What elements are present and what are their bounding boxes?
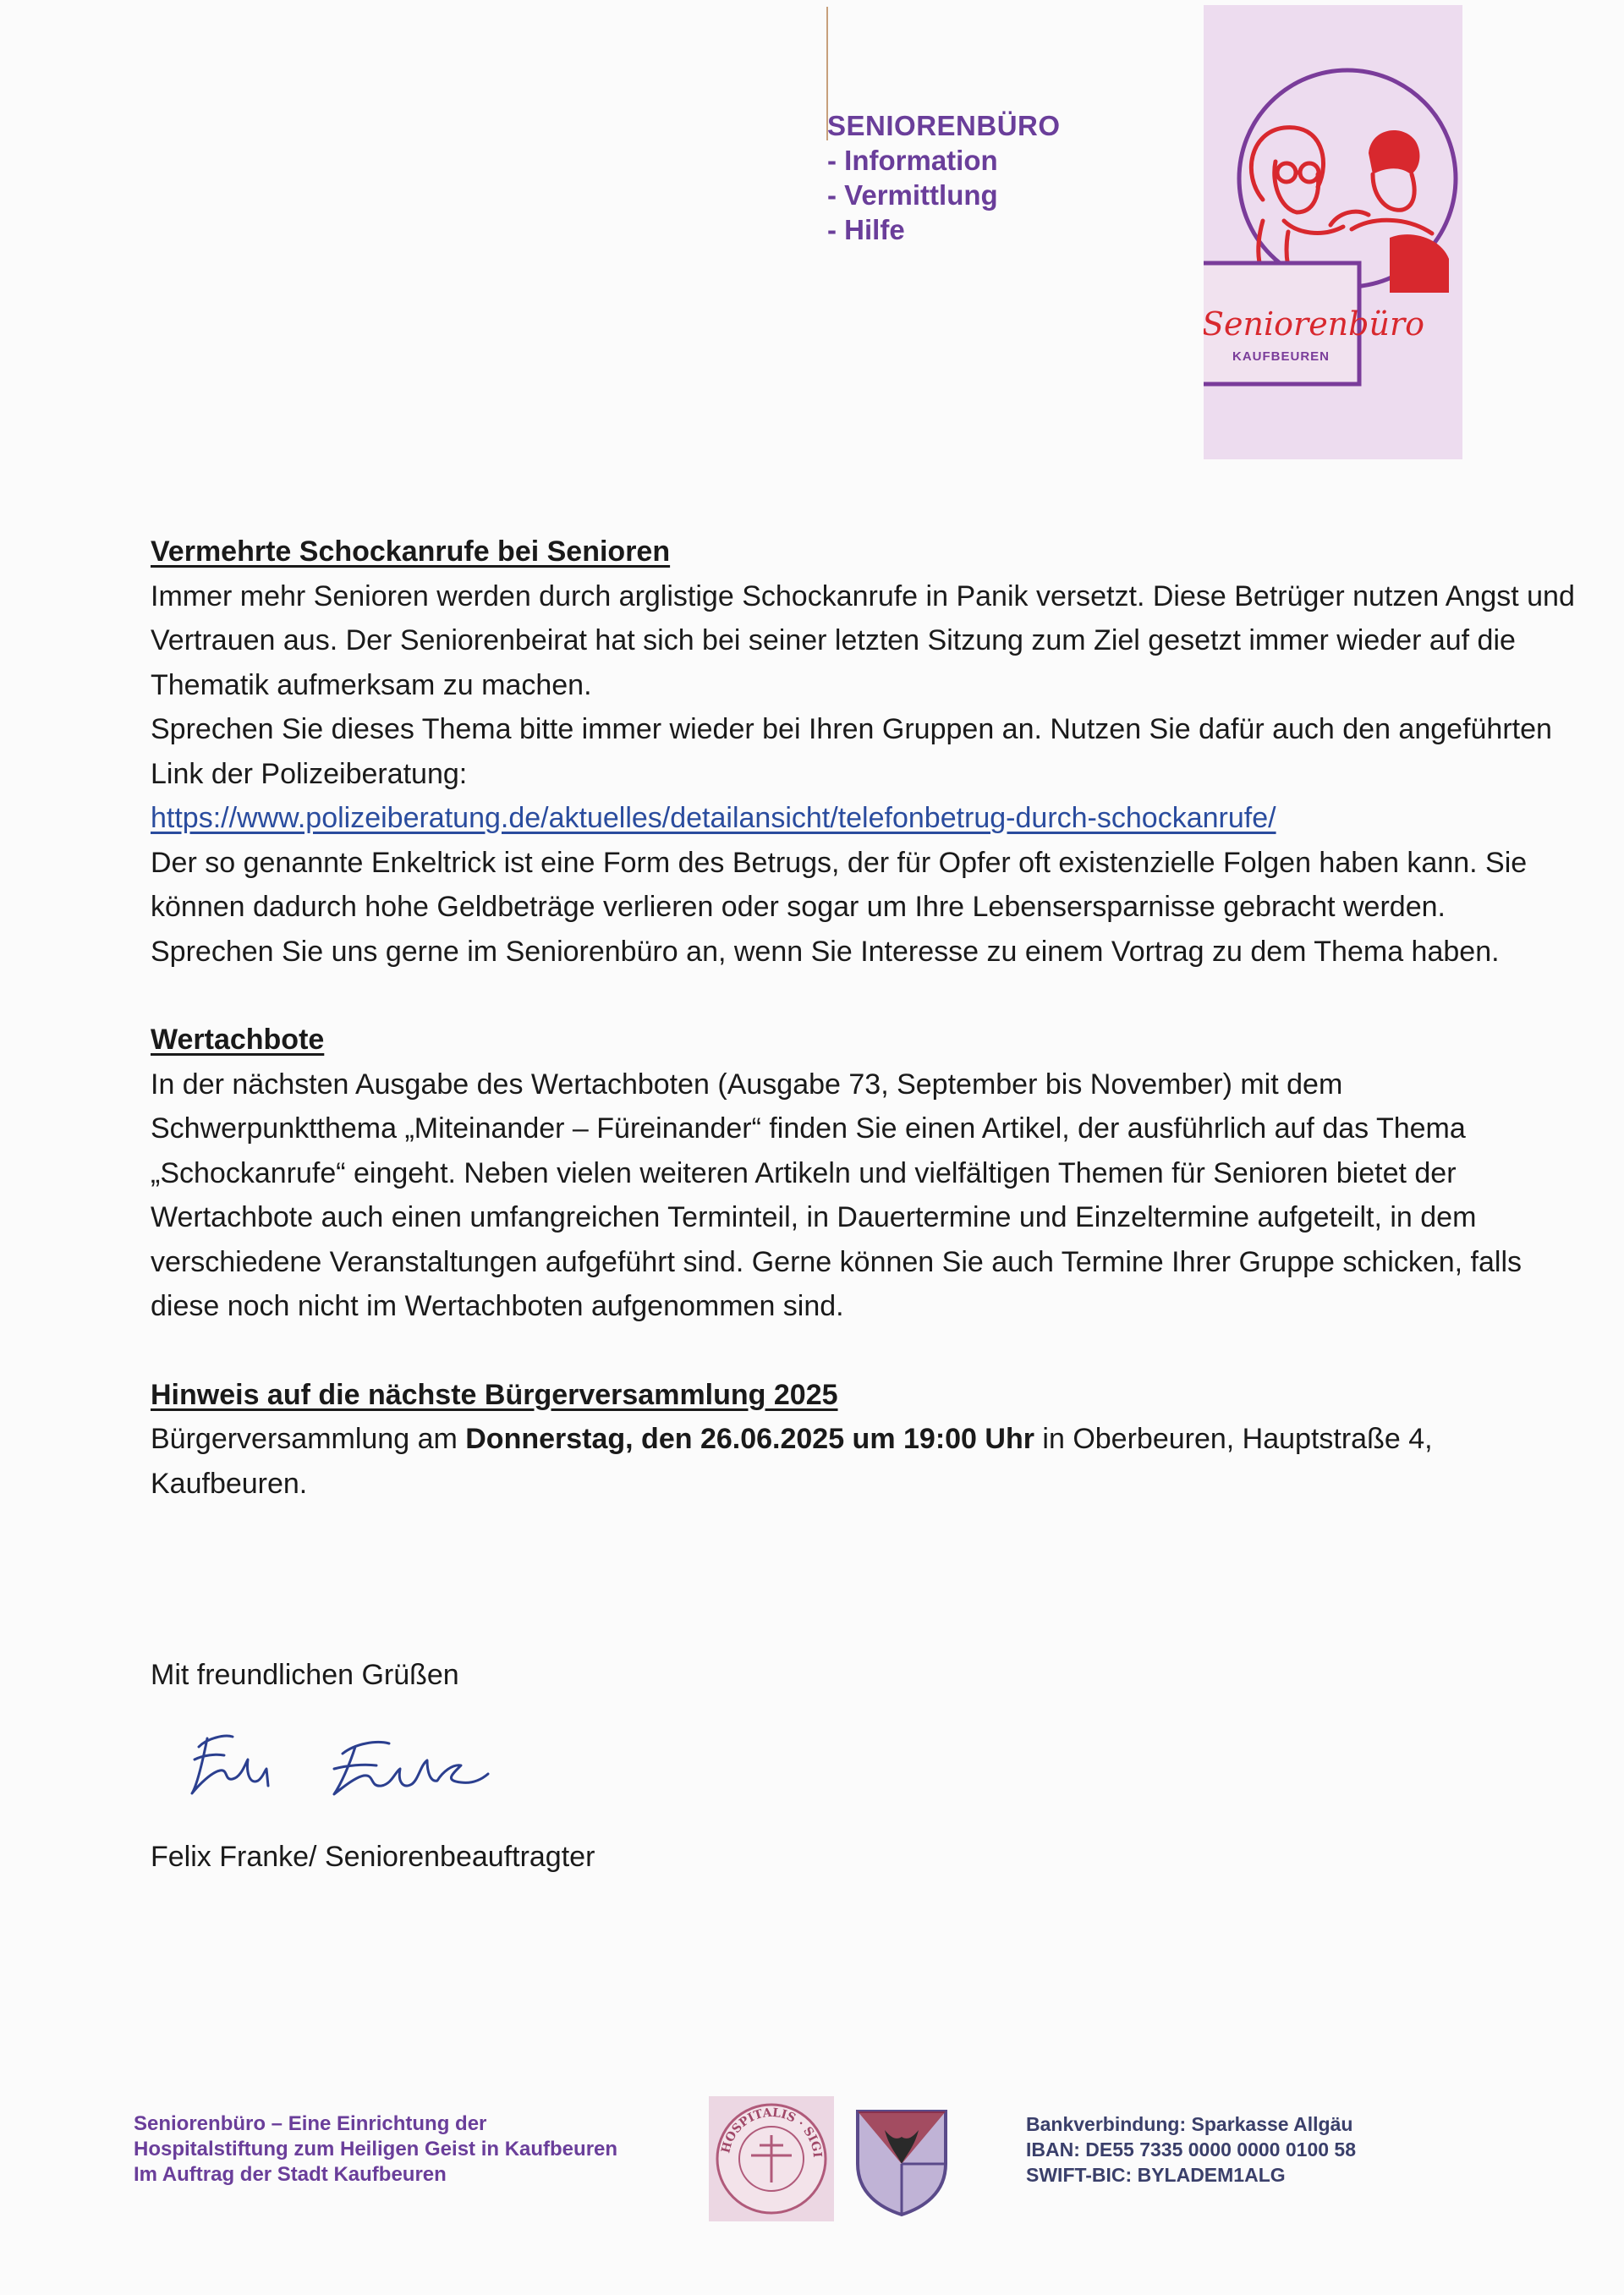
paragraph: Immer mehr Senioren werden durch arglistige Schockanrufe in Panik versetzt. Diese Betrüger nutzen Angst und Vertrauen aus. Der Seniorenbeirat hat sich bei seiner letzten Sitzung zum Ziel gesetzt immer wieder auf die Thematik aufmerksam zu machen. xyxy=(151,579,1575,701)
footer-organization: Seniorenbüro – Eine Einrichtung der Hospitalstiftung zum Heiligen Geist in Kaufbeuren Im Auftrag der Stadt Kaufbeuren xyxy=(134,2112,618,2186)
paragraph: In der nächsten Ausgabe des Wertachboten (Ausgabe 73, September bis November) mit dem Schwerpunktthema „Miteinander – Füreinander“ finden Sie einen Artikel, der ausführlich auf das Thema „Schockanrufe“ eingeht. Neben vielen weiteren Artikeln und vielfältigen Themen für Senioren bietet der Wertachbote auch einen umfangreichen Terminteil, in Dauertermine und Einzeltermine aufgeteilt, in dem verschiedene Veranstaltungen aufgeführt sind. Gerne können Sie auch Termine Ihrer Gruppe schicken, falls diese noch nicht im Wertachboten aufgenommen sind. xyxy=(151,1068,1522,1322)
paragraph: Sprechen Sie uns gerne im Seniorenbüro an, wenn Sie Interesse zu einem Vortrag zu dem Thema haben. xyxy=(151,935,1500,968)
bank-name: Bankverbindung: Sparkasse Allgäu xyxy=(1026,2113,1353,2135)
section-title: Vermehrte Schockanrufe bei Senioren xyxy=(151,535,671,568)
section-buergerversammlung xyxy=(151,1373,1580,1507)
signer-name: Felix Franke/ Seniorenbeauftragter xyxy=(151,1841,595,1873)
org-info xyxy=(827,108,1182,247)
kaufbeuren-coat-of-arms xyxy=(851,2105,952,2218)
paragraph: Sprechen Sie dieses Thema bitte immer wieder bei Ihren Gruppen an. Nutzen Sie dafür auch den angeführten Link der Polizeiberatung: xyxy=(151,713,1552,790)
svg-text:KAUFBEUREN: KAUFBEUREN xyxy=(1232,349,1330,364)
hospitalstiftung-seal xyxy=(709,2096,834,2221)
swift-bic: SWIFT-BIC: BYLADEM1ALG xyxy=(1026,2164,1286,2186)
hospitalstiftung-seal-icon xyxy=(709,2096,834,2221)
meeting-date: Donnerstag, den 26.06.2025 um 19:00 Uhr xyxy=(465,1423,1034,1455)
section-title: Hinweis auf die nächste Bürgerversammlung 2025 xyxy=(151,1378,838,1411)
service-item: - Vermittlung xyxy=(827,179,998,211)
footer-bank-details xyxy=(1026,2111,1500,2188)
service-item: - Hilfe xyxy=(827,214,905,245)
seniorenbuero-logo xyxy=(1204,5,1462,459)
iban: IBAN: DE55 7335 0000 0000 0100 58 xyxy=(1026,2139,1357,2160)
paragraph: Bürgerversammlung am Donnerstag, den 26.06.2025 um 19:00 Uhr in Oberbeuren, Hauptstraße 4, Kaufbeuren. xyxy=(151,1423,1433,1500)
closing-greeting: Mit freundlichen Grüßen xyxy=(151,1659,459,1691)
letter-body xyxy=(151,530,1580,1550)
service-item: - Information xyxy=(827,145,998,176)
seniorenbuero-logo-icon xyxy=(1204,5,1462,459)
signature-icon xyxy=(173,1713,512,1815)
svg-text:Seniorenbüro: Seniorenbüro xyxy=(1204,305,1424,343)
org-name: SENIORENBÜRO xyxy=(827,110,1061,141)
section-title: Wertachbote xyxy=(151,1024,325,1056)
svg-text:HOSPITALIS · SIGILLVM: HOSPITALIS · SIGI xyxy=(719,2106,825,2159)
kaufbeuren-coat-of-arms-icon xyxy=(851,2105,952,2218)
handwritten-signature xyxy=(173,1713,512,1815)
section-schockanrufe xyxy=(151,530,1580,974)
section-wertachbote xyxy=(151,1018,1580,1329)
polizeiberatung-link[interactable]: https://www.polizeiberatung.de/aktuelles/detailansicht/telefonbetrug-durch-schockanrufe/ xyxy=(151,802,1276,834)
paragraph: Der so genannte Enkeltrick ist eine Form des Betrugs, der für Opfer oft existenzielle Folgen haben kann. Sie können dadurch hohe Geldbeträge verlieren oder sogar um Ihre Lebensersparnisse gebracht werden. xyxy=(151,846,1528,923)
